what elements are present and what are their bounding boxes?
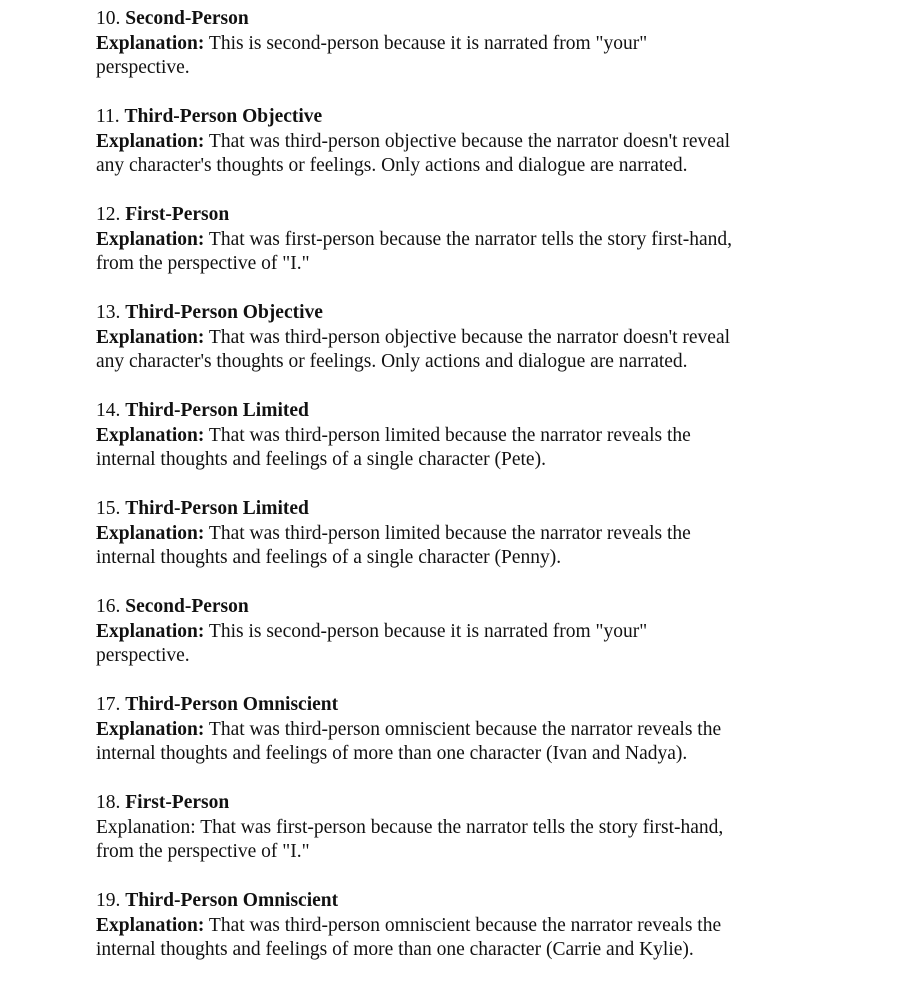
point-of-view-answer: First-Person [125, 204, 230, 225]
explanation-text: That was third-person objective because the narrator doesn't reveal [208, 326, 731, 348]
explanation-label: Explanation: [96, 424, 205, 446]
explanation-continuation: any character's thoughts or feelings. Only actions and dialogue are narrated. [96, 351, 688, 372]
answer-entry [96, 399, 816, 497]
answer-entry [96, 889, 816, 987]
item-number: 17. [96, 694, 121, 715]
point-of-view-answer: Third-Person Objective [125, 302, 323, 323]
explanation-text: That was first-person because the narrator tells the story first-hand, [208, 228, 732, 250]
point-of-view-answer: Third-Person Objective [124, 106, 323, 127]
item-number: 16. [96, 596, 121, 617]
point-of-view-answer: Third-Person Limited [125, 400, 309, 421]
explanation-text: This is second-person because it is narrated from "your" [208, 620, 648, 642]
explanation-line [96, 816, 816, 841]
explanation-continuation: internal thoughts and feelings of a single character (Pete). [96, 449, 546, 470]
explanation-text: That was third-person limited because the narrator reveals the [208, 522, 691, 544]
explanation-text: That was third-person omniscient because the narrator reveals the [208, 718, 722, 740]
answer-heading [96, 497, 816, 522]
answer-key-page [96, 7, 816, 987]
item-number: 11. [96, 106, 120, 127]
explanation-continuation: internal thoughts and feelings of a single character (Penny). [96, 547, 562, 568]
answer-heading [96, 693, 816, 718]
explanation-label: Explanation: [96, 522, 205, 544]
explanation-line [96, 130, 816, 155]
answer-heading [96, 203, 816, 228]
explanation-text: That was third-person objective because the narrator doesn't reveal [208, 130, 731, 152]
answer-entry [96, 791, 816, 889]
answer-entry [96, 595, 816, 693]
explanation-continuation: perspective. [96, 645, 190, 666]
answer-heading [96, 399, 816, 424]
point-of-view-answer: Third-Person Omniscient [125, 694, 339, 715]
answer-entry [96, 105, 816, 203]
item-number: 12. [96, 204, 121, 225]
answer-entry [96, 301, 816, 399]
item-number: 10. [96, 8, 121, 29]
explanation-continuation: internal thoughts and feelings of more than one character (Carrie and Kylie). [96, 939, 694, 960]
item-number: 18. [96, 792, 121, 813]
explanation-label: Explanation: [96, 718, 205, 740]
answer-heading [96, 791, 816, 816]
answer-entry [96, 7, 816, 105]
point-of-view-answer: Second-Person [125, 8, 249, 29]
explanation-text: That was third-person limited because the narrator reveals the [208, 424, 691, 446]
point-of-view-answer: Second-Person [125, 596, 249, 617]
explanation-continuation: internal thoughts and feelings of more than one character (Ivan and Nadya). [96, 743, 688, 764]
item-number: 13. [96, 302, 121, 323]
explanation-continuation: any character's thoughts or feelings. Only actions and dialogue are narrated. [96, 155, 688, 176]
explanation-label: Explanation: [96, 32, 205, 54]
explanation-label: Explanation: [96, 620, 205, 642]
answer-entry [96, 693, 816, 791]
explanation-text: That was first-person because the narrator tells the story first-hand, [200, 816, 724, 838]
answer-entry [96, 203, 816, 301]
explanation-label: Explanation: [96, 326, 205, 348]
point-of-view-answer: Third-Person Omniscient [125, 890, 339, 911]
explanation-line [96, 522, 816, 547]
explanation-line [96, 326, 816, 351]
point-of-view-answer: Third-Person Limited [125, 498, 309, 519]
answer-heading [96, 595, 816, 620]
explanation-text: That was third-person omniscient because the narrator reveals the [208, 914, 722, 936]
explanation-line [96, 914, 816, 939]
explanation-line [96, 424, 816, 449]
explanation-continuation: perspective. [96, 57, 190, 78]
point-of-view-answer: First-Person [125, 792, 230, 813]
explanation-text: This is second-person because it is narrated from "your" [208, 32, 648, 54]
explanation-label: Explanation: [96, 130, 205, 152]
explanation-label: Explanation: [96, 914, 205, 936]
explanation-label: Explanation: [96, 816, 196, 838]
explanation-line [96, 32, 816, 57]
answer-heading [96, 7, 816, 32]
answer-heading [96, 105, 816, 130]
answer-entry [96, 497, 816, 595]
explanation-line [96, 620, 816, 645]
answer-heading [96, 301, 816, 326]
explanation-line [96, 228, 816, 253]
explanation-continuation: from the perspective of "I." [96, 841, 310, 862]
explanation-line [96, 718, 816, 743]
item-number: 19. [96, 890, 121, 911]
explanation-continuation: from the perspective of "I." [96, 253, 310, 274]
explanation-label: Explanation: [96, 228, 205, 250]
item-number: 15. [96, 498, 121, 519]
item-number: 14. [96, 400, 121, 421]
answer-heading [96, 889, 816, 914]
